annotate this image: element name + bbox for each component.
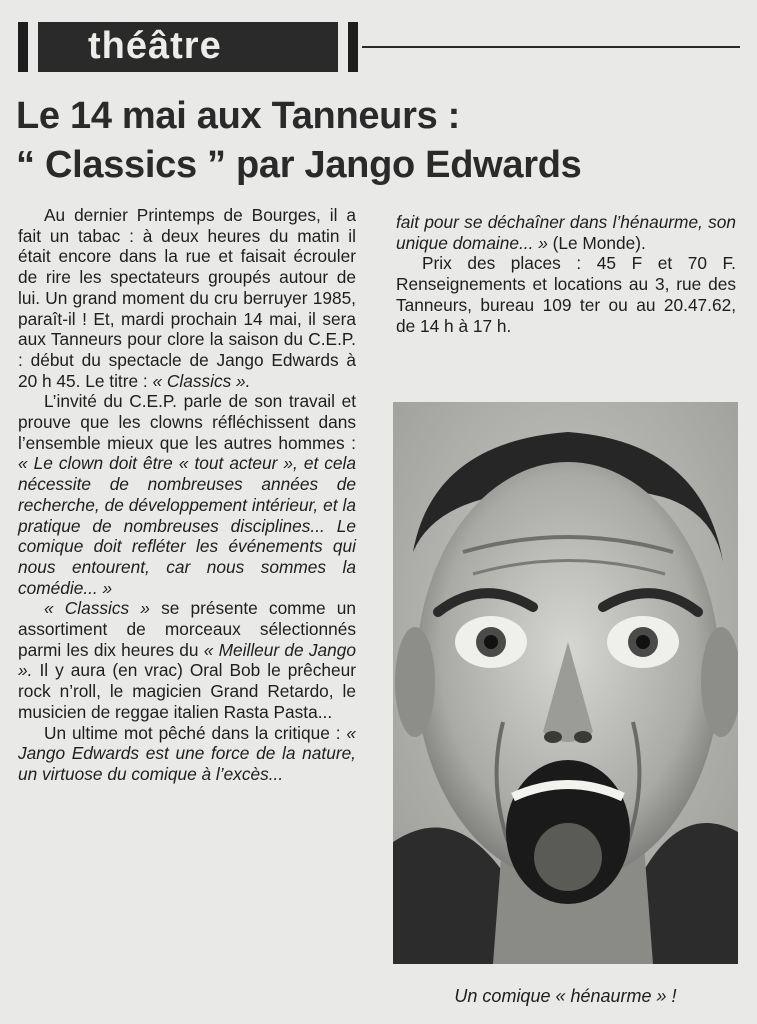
paragraph-quote-end: fait pour se déchaîner dans l’hénaurme, son unique domaine... » (Le Monde).	[396, 212, 736, 253]
left-column	[18, 205, 356, 785]
performer-photo	[393, 402, 738, 964]
article-headline	[16, 92, 746, 190]
section-bar-left-block	[18, 22, 28, 72]
paragraph-prices: Prix des places : 45 F et 70 F. Renseignements et locations au 3, rue des Tanneurs, bureau 109 ter ou au 20.47.62, de 14 h à 17 h.	[396, 253, 736, 336]
section-bar-right-block	[348, 22, 358, 72]
headline-line-1: Le 14 mai aux Tanneurs :	[16, 95, 461, 137]
paragraph-1: Au dernier Printemps de Bourges, il a fait un tabac : à deux heures du matin il était encore dans la rue et faisait écrouler de rire les spectateurs groupés autour de lui. Un grand moment du cru berruyer 1985, paraît-il ! Et, mardi prochain 14 mai, il sera aux Tanneurs pour clore la saison du C.E.P. : début du spectacle de Jango Edwards à 20 h 45. Le titre : « Classics ».	[18, 205, 356, 391]
section-rule	[362, 46, 740, 48]
performer-face-illustration	[393, 402, 738, 964]
section-label: théâtre	[38, 22, 338, 72]
section-header	[18, 22, 358, 72]
right-column	[396, 212, 736, 336]
paragraph-2: L’invité du C.E.P. parle de son travail et prouve que les clowns réfléchissent dans l’ensemble mieux que les autres hommes : « Le clown doit être « tout acteur », et cela nécessite de nombreuses années de recherche, de développement intérieur, et la pratique de nombreuses disciplines... Le comique doit refléter les événements qui nous entourent, car nous sommes la comédie... »	[18, 391, 356, 598]
paragraph-4: Un ultime mot pêché dans la critique : « Jango Edwards est une force de la nature, un virtuose du comique à l’excès...	[18, 722, 356, 784]
photo-caption: Un comique « hénaurme » !	[454, 986, 677, 1006]
headline-line-2: “ Classics ” par Jango Edwards	[16, 144, 582, 186]
paragraph-3: « Classics » se présente comme un assortiment de morceaux sélectionnés parmi les dix heures du « Meilleur de Jango ». Il y aura (en vrac) Oral Bob le prêcheur rock n’roll, le magicien Grand Retardo, le musicien de reggae italien Rasta Pasta...	[18, 598, 356, 722]
